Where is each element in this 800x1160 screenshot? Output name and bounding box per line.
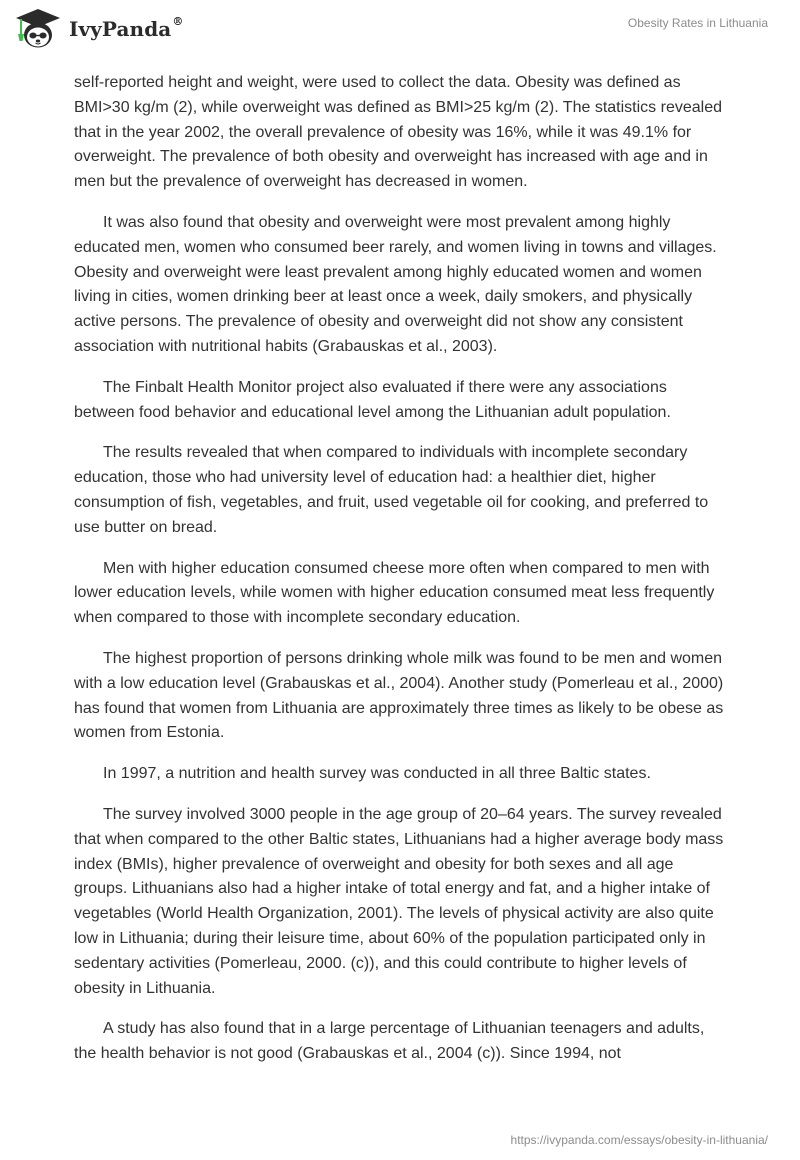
paragraph: The Finbalt Health Monitor project also evaluated if there were any associations between food behavior and educational level among the Lithuanian adult population. [74, 378, 671, 421]
registered-mark: ® [172, 15, 184, 28]
running-title: Obesity Rates in Lithuania [627, 16, 768, 30]
paragraph: Men with higher education consumed cheese more often when compared to men with lower education levels, while women with higher education consumed meat less frequently when compared to those with incomplete secondary education. [74, 559, 715, 627]
paragraph: The results revealed that when compared to individuals with incomplete secondary education, those who had university level of education had: a healthier diet, higher consumption of fish, vegetables, and fruit, used vegetable oil for cooking, and preferred to use butter on bread. [74, 444, 709, 536]
panda-graduation-cap-icon [14, 8, 62, 50]
source-url[interactable]: https://ivypanda.com/essays/obesity-in-lithuania/ [510, 1133, 768, 1147]
essay-body [74, 71, 724, 1083]
paragraph: The survey involved 3000 people in the age group of 20–64 years. The survey revealed that when compared to the other Baltic states, Lithuanians had a higher average body mass index (BMIs), higher prevalence of overweight and obesity for both sexes and all age groups. Lithuanians also had a higher intake of total energy and fat, and a higher intake of vegetables (World Health Organization, 2001). The levels of physical activity are also quite low in Lithuania; during their leisure time, about 60% of the population participated only in sedentary activities (Pomerleau, 2000. (c)), and this could contribute to higher levels of obesity in Lithuania. [74, 805, 724, 997]
paragraph: self-reported height and weight, were used to collect the data. Obesity was defined as BMI>30 kg/m (2), while overweight was defined as BMI>25 kg/m (2). The statistics revealed that in the year 2002, the overall prevalence of obesity was 16%, while it was 49.1% for overweight. The prevalence of both obesity and overweight has increased with age and in men but the prevalence of overweight has decreased in women. [74, 74, 722, 191]
paragraph: A study has also found that in a large percentage of Lithuanian teenagers and adults, the health behavior is not good (Grabauskas et al., 2004 (c)). Since 1994, not [74, 1020, 705, 1063]
paragraph: The highest proportion of persons drinking whole milk was found to be men and women with a low education level (Grabauskas et al., 2004). Another study (Pomerleau et al., 2000) has found that women from Lithuania are approximately three times as likely to be obese as women from Estonia. [74, 649, 724, 742]
paragraph: In 1997, a nutrition and health survey was conducted in all three Baltic states. [103, 765, 651, 783]
page-header [0, 0, 800, 64]
paragraph: It was also found that obesity and overweight were most prevalent among highly educated men, women who consumed beer rarely, and women living in towns and villages. Obesity and overweight were least prevalent among highly educated women and women living in cities, women drinking beer at least once a week, daily smokers, and physically active persons. The prevalence of obesity and overweight did not show any consistent association with nutritional habits (Grabauskas et al., 2003). [74, 213, 717, 355]
brand-name: IvyPanda® [69, 15, 184, 41]
logo[interactable] [14, 8, 183, 50]
